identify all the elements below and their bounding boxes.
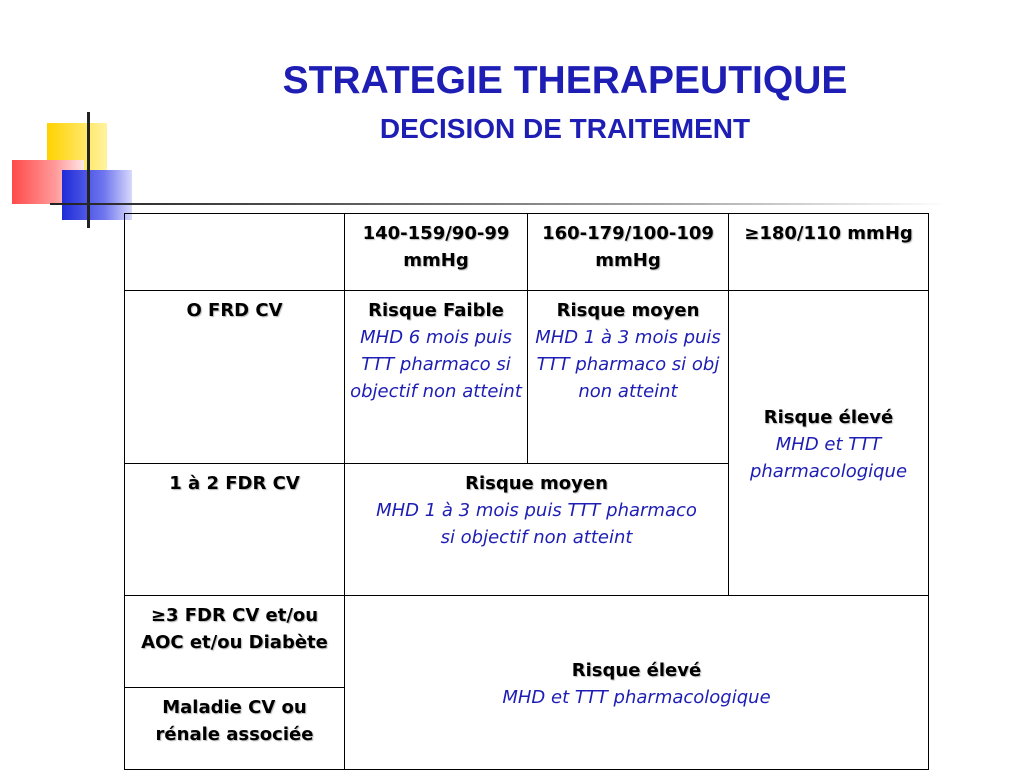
risk-moderate-title: Risque moyen [556, 300, 700, 321]
risk-moderate-merged-line2: si objectif non atteint [440, 527, 633, 548]
treatment-decision-table [124, 213, 929, 770]
header-bp-180: ≥180/110 mmHg [729, 214, 929, 291]
table-row [125, 291, 929, 464]
slide-title: STRATEGIE THERAPEUTIQUE [282, 59, 848, 102]
row-label-maladie: Maladie CV ou rénale associée [125, 688, 345, 770]
row-label-0-frd: O FRD CV [125, 291, 345, 464]
header-empty-cell [125, 214, 345, 291]
cell-risk-low [345, 291, 528, 464]
risk-moderate-body: MHD 1 à 3 mois puis TTT pharmaco si obj non atteint [535, 327, 721, 402]
risk-low-title: Risque Faible [368, 300, 504, 321]
table-row [125, 596, 929, 688]
decor-blue-square [62, 170, 132, 220]
header-bp-140-159: 140-159/90-99 mmHg [345, 214, 528, 291]
header-bp-160-179: 160-179/100-109 mmHg [528, 214, 729, 291]
cell-high-risk-right [729, 291, 929, 596]
cell-risk-moderate [528, 291, 729, 464]
high-risk-right-body: MHD et TTT pharmacologique [749, 433, 908, 482]
risk-moderate-merged-line1: MHD 1 à 3 mois puis TTT pharmaco [376, 500, 697, 521]
risk-low-body: MHD 6 mois puis TTT pharmaco si objectif non atteint [350, 327, 522, 402]
slide-subtitle: DECISION DE TRAITEMENT [379, 113, 751, 144]
decor-horizontal-line [50, 203, 950, 205]
risk-moderate-merged-title: Risque moyen [465, 473, 608, 494]
decor-vertical-line [87, 112, 90, 228]
row-label-3-fdr: ≥3 FDR CV et/ou AOC et/ou Diabète [125, 596, 345, 688]
cell-risk-moderate-merged [345, 464, 729, 596]
high-risk-bottom-body: MHD et TTT pharmacologique [502, 686, 771, 708]
table-header-row [125, 214, 929, 291]
high-risk-bottom-title: Risque élevé [571, 659, 702, 681]
cell-high-risk-bottom [345, 596, 929, 770]
row-label-1-2-fdr: 1 à 2 FDR CV [125, 464, 345, 596]
high-risk-right-title: Risque élevé [763, 406, 894, 428]
